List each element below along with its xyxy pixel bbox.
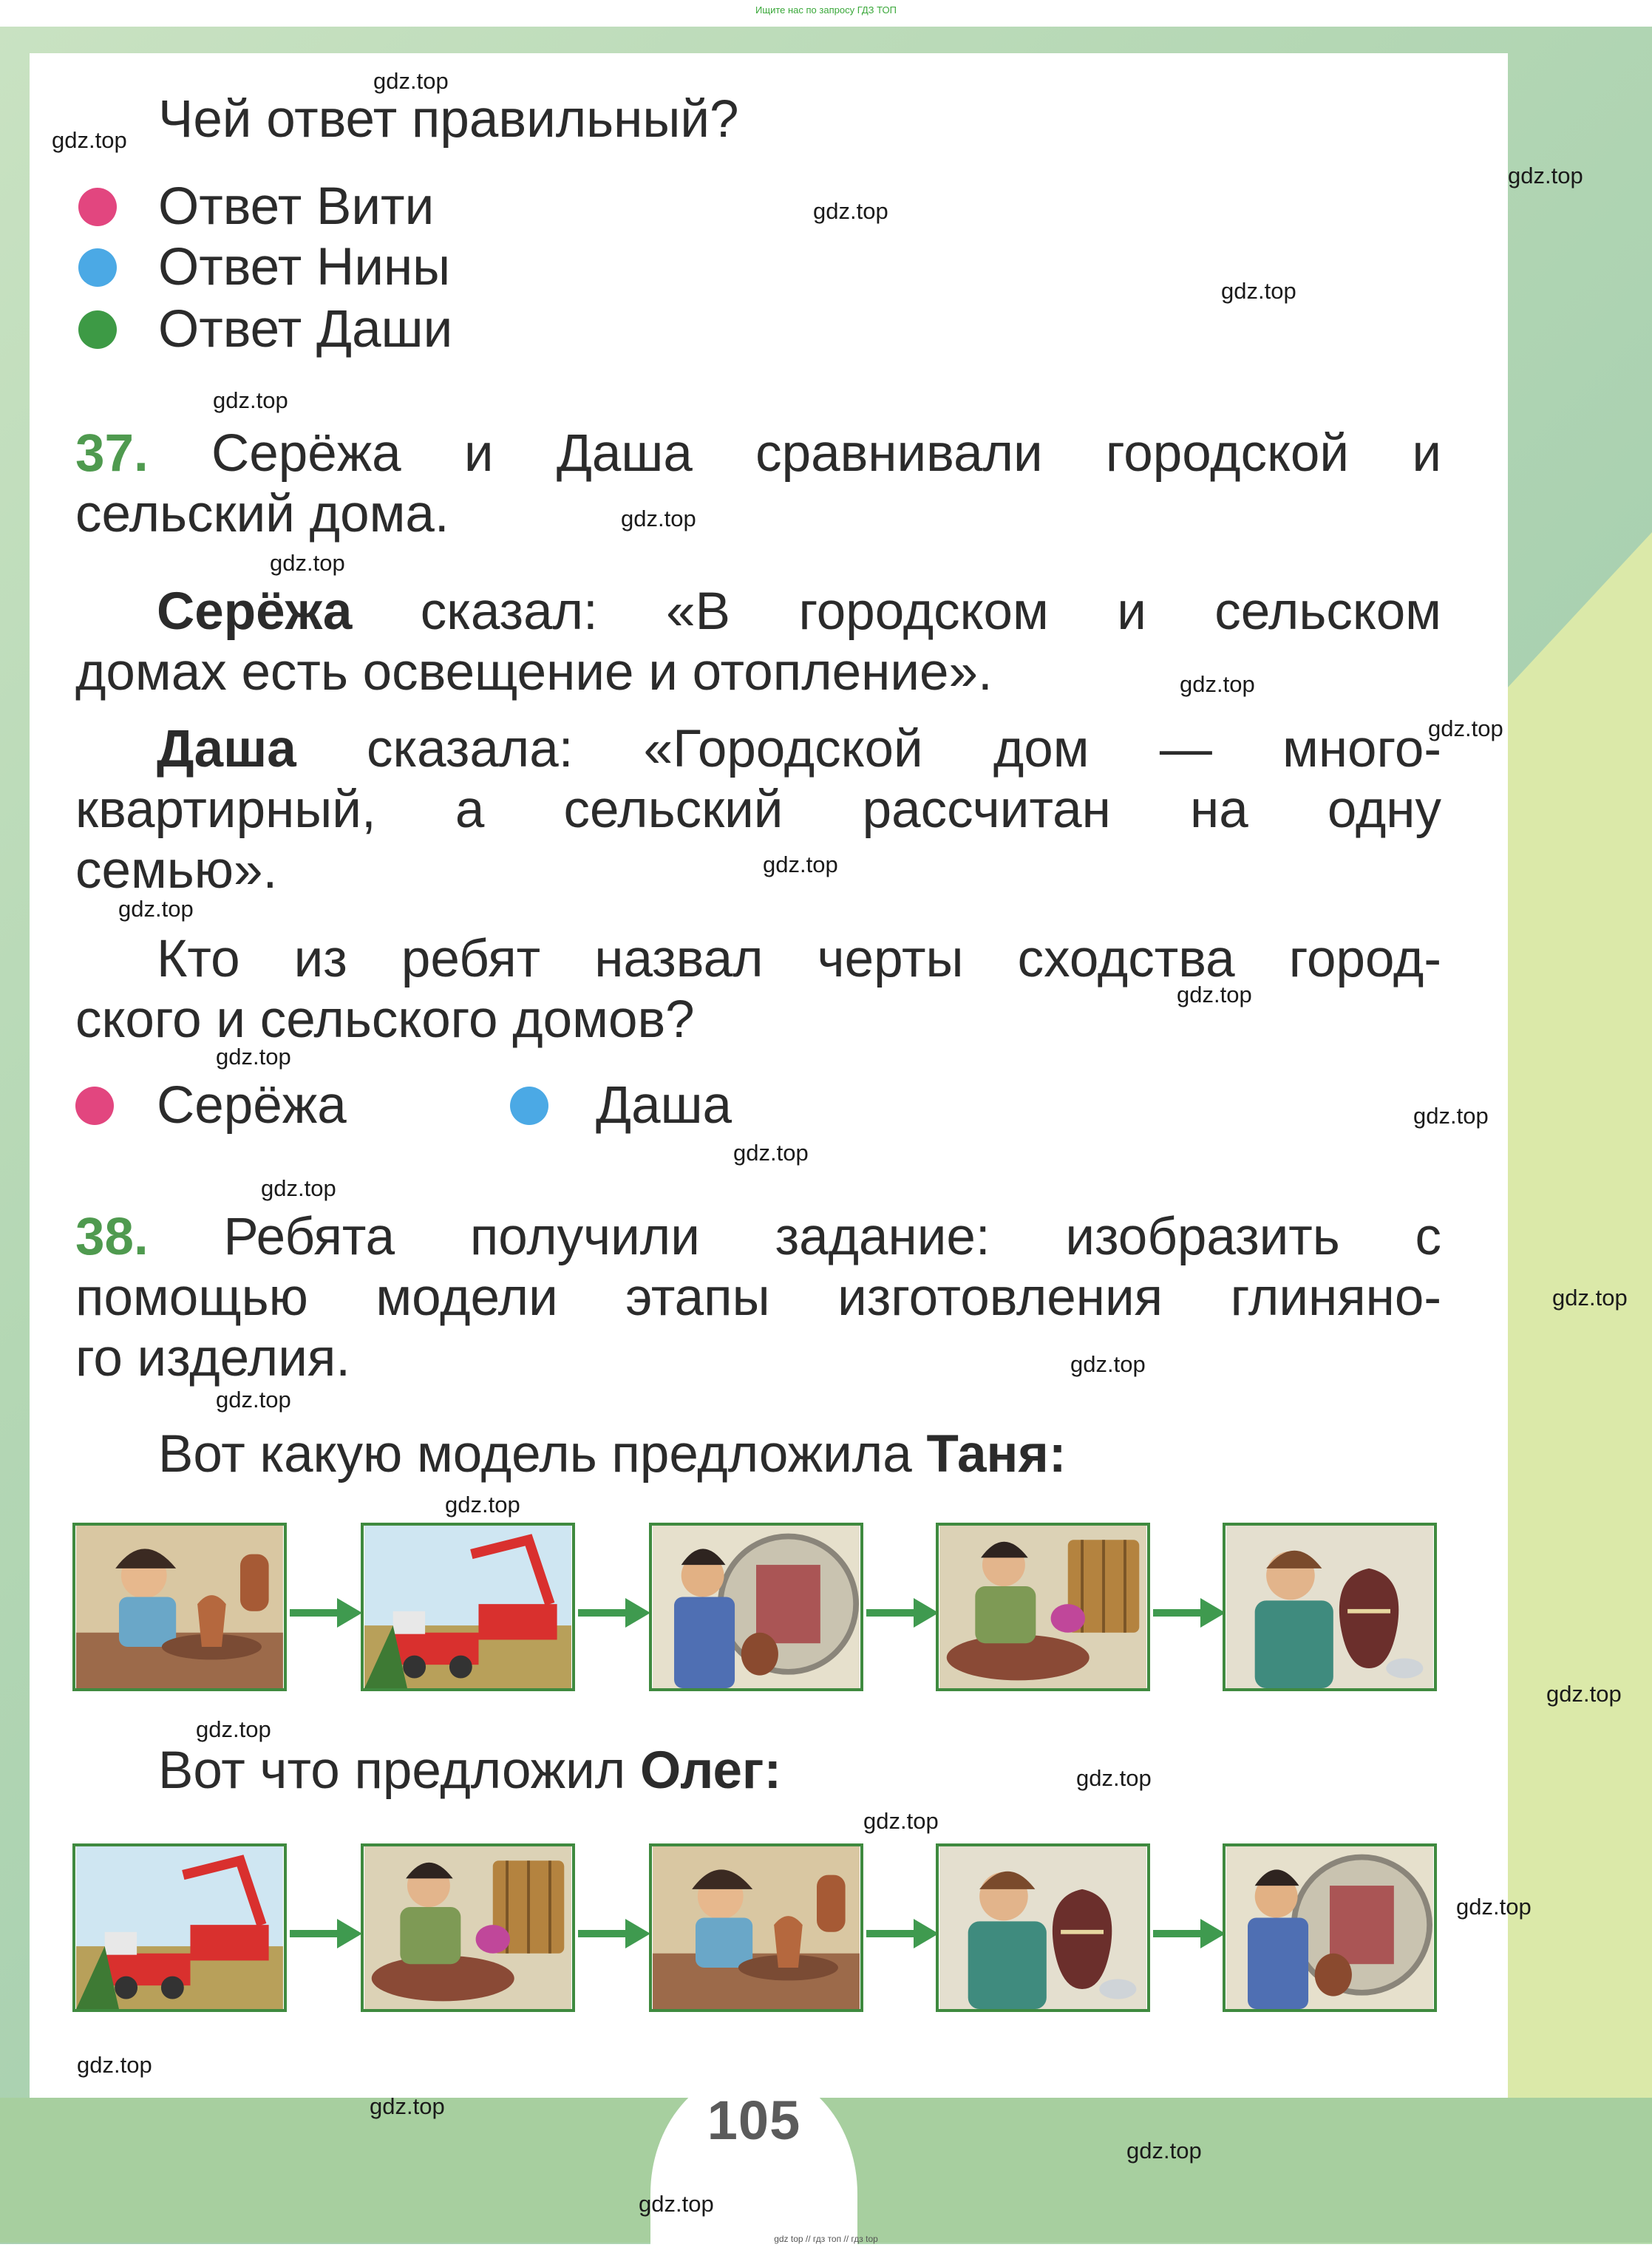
painting-vase-picture: [1223, 1523, 1437, 1691]
watermark: gdz.top: [621, 506, 696, 531]
watermark: gdz.top: [863, 1808, 939, 1834]
kiln-picture: [1223, 1843, 1437, 2012]
watermark: gdz.top: [1413, 1103, 1489, 1129]
intro-option-2: Ответ Нины: [158, 238, 451, 296]
seryozha-line2: домах есть освещение и отопление».: [75, 643, 993, 701]
intro-option-1: Ответ Вити: [158, 177, 435, 236]
watermark: gdz.top: [1221, 278, 1296, 304]
watermark: gdz.top: [1070, 1351, 1146, 1377]
watermark: gdz.top: [1456, 1894, 1532, 1920]
tanya-caption: Вот какую модель предложила Таня:: [158, 1425, 1067, 1483]
arrow-right-icon: [578, 1598, 650, 1628]
dasha-name: Даша: [157, 720, 296, 778]
oleg-caption: Вот что предложил Олег:: [158, 1741, 782, 1800]
answer-dot-blue[interactable]: [510, 1087, 548, 1125]
top-note: Ищите нас по запросу ГДЗ ТОП: [755, 4, 897, 16]
potter-wheel-picture: [649, 1843, 863, 2012]
painting-vase-picture: [936, 1843, 1150, 2012]
tanya-name: Таня:: [926, 1425, 1067, 1483]
kiln-picture: [649, 1523, 863, 1691]
task38-line3: го изделия.: [75, 1329, 351, 1387]
watermark: gdz.top: [270, 550, 345, 576]
dasha-line2: квартирный, а сельский рассчитан на одну: [75, 781, 1441, 839]
watermark: gdz.top: [213, 387, 288, 413]
arrow-right-icon: [290, 1598, 362, 1628]
answer-option-dasha: Даша: [596, 1076, 732, 1135]
watermark: gdz.top: [216, 1044, 291, 1070]
watermark: gdz.top: [1180, 671, 1255, 697]
watermark: gdz.top: [1126, 2138, 1202, 2164]
arrow-right-icon: [290, 1919, 362, 1948]
mixing-clay-picture: [936, 1523, 1150, 1691]
watermark: gdz.top: [1428, 716, 1503, 741]
watermark: gdz.top: [52, 127, 127, 153]
watermark: gdz.top: [261, 1175, 336, 1201]
watermark: gdz.top: [1508, 163, 1583, 188]
footer-note: gdz top // гдз топ // гдз top: [774, 2234, 878, 2244]
answer-option-seryozha: Серёжа: [157, 1076, 347, 1135]
watermark: gdz.top: [813, 198, 888, 224]
watermark: gdz.top: [445, 1492, 520, 1517]
watermark: gdz.top: [77, 2052, 152, 2078]
dasha-line1: Даша сказала: «Городской дом — много-: [157, 720, 1441, 778]
mixing-clay-picture: [361, 1843, 575, 2012]
arrow-right-icon: [578, 1919, 650, 1948]
task38-line2: помощью модели этапы изготовления глиняно-: [75, 1268, 1441, 1327]
task37-number: 37.: [75, 424, 149, 483]
intro-option-3: Ответ Даши: [158, 300, 453, 358]
seryozha-line1: Серёжа сказал: «В городском и сельском: [157, 582, 1441, 641]
arrow-right-icon: [1153, 1919, 1226, 1948]
excavator-truck-picture: [72, 1843, 287, 2012]
arrow-right-icon: [866, 1919, 939, 1948]
option-dot-pink[interactable]: [78, 188, 117, 226]
task38-number: 38.: [75, 1208, 149, 1266]
task38-line1: 38. Ребята получили задание: изобразить с: [75, 1208, 1441, 1266]
task37-question-line2: ского и сельского домов?: [75, 990, 695, 1049]
task37-line1: 37. Серёжа и Даша сравнивали городской и: [75, 424, 1441, 483]
arrow-right-icon: [866, 1598, 939, 1628]
dasha-line3: семью».: [75, 841, 278, 900]
excavator-truck-picture: [361, 1523, 575, 1691]
potter-wheel-picture: [72, 1523, 287, 1691]
seryozha-name: Серёжа: [157, 582, 353, 641]
watermark: gdz.top: [196, 1716, 271, 1742]
watermark: gdz.top: [373, 68, 449, 94]
watermark: gdz.top: [1076, 1765, 1152, 1791]
option-dot-green[interactable]: [78, 310, 117, 349]
watermark: gdz.top: [1546, 1681, 1622, 1707]
watermark: gdz.top: [733, 1140, 809, 1166]
task37-question-line1: Кто из ребят назвал черты сходства город-: [157, 930, 1441, 988]
watermark: gdz.top: [118, 896, 194, 922]
answer-dot-pink[interactable]: [75, 1087, 114, 1125]
task37-line2: сельский дома.: [75, 485, 449, 543]
oleg-name: Олег:: [639, 1741, 782, 1800]
arrow-right-icon: [1153, 1598, 1226, 1628]
watermark: gdz.top: [370, 2093, 445, 2119]
page-number: 105: [707, 2090, 801, 2151]
watermark: gdz.top: [1552, 1285, 1628, 1311]
watermark: gdz.top: [639, 2191, 714, 2217]
intro-question: Чей ответ правильный?: [158, 90, 739, 149]
option-dot-blue[interactable]: [78, 248, 117, 287]
watermark: gdz.top: [763, 852, 838, 877]
watermark: gdz.top: [216, 1387, 291, 1413]
watermark: gdz.top: [1177, 982, 1252, 1007]
